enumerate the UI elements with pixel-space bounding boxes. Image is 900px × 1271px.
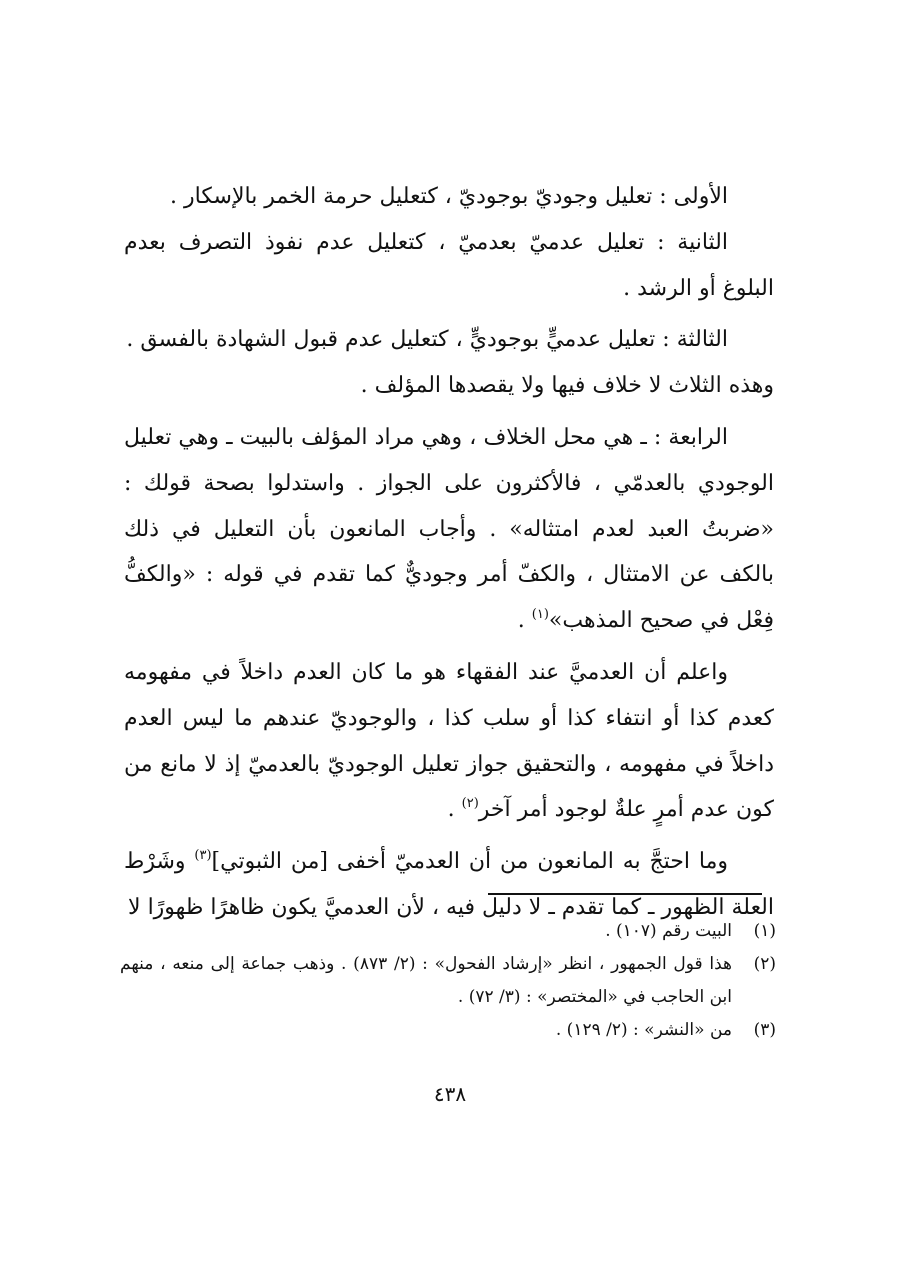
footnote-number: (١)	[753, 921, 776, 941]
footnote-ref-3: (٣)	[194, 848, 212, 864]
footnote-number: (٣)	[753, 1020, 776, 1040]
footnote-2	[120, 948, 776, 1014]
paragraph-objection-start: وما احتجَّ به المانعون من أن العدميّ أخفى [من الثبوتي]	[211, 849, 728, 875]
page-number: ٤٣٨	[433, 1082, 467, 1106]
main-text	[124, 174, 774, 931]
paragraph-definition	[124, 650, 774, 833]
paragraph-definition-end: .	[447, 797, 462, 823]
footnote-text: هذا قول الجمهور ، انظر «إرشاد الفحول» : (٢/ ٨٧٣) . وذهب جماعة إلى منعه ، منهم ابن الحاجب في «المختصر» : (٣/ ٧٢) .	[120, 954, 732, 1007]
footnote-number: (٢)	[753, 954, 776, 974]
paragraph-fourth-case-end: .	[517, 608, 532, 634]
footnote-text: من «النشر» : (٢/ ١٢٩) .	[555, 1020, 732, 1040]
footnote-1	[120, 915, 776, 948]
paragraph-definition-text: واعلم أن العدميَّ عند الفقهاء هو ما كان العدم داخلاً في مفهومه كعدم كذا أو انتفاء كذا أو سلب كذا ، والوجوديّ عندهم ما ليس العدم داخلاً في مفهومه ، والتحقيق جواز تعليل الوجوديّ بالعدميّ إذ لا مانع من كون عدم أمرٍ علةٌ لوجود أمر آخر	[124, 659, 774, 823]
paragraph-fourth-case	[124, 415, 774, 644]
paragraph-fourth-case-text: الرابعة : ـ هي محل الخلاف ، وهي مراد المؤلف بالبيت ـ وهي تعليل الوجودي بالعدمّي ، فالأكثرون على الجواز . واستدلوا بصحة قولك : «ضربتُ العبد لعدم امتثاله» . وأجاب المانعون بأن التعليل في ذلك بالكف عن الامتثال ، والكفّ أمر وجوديٌّ كما تقدم في قوله : «والكفُّ فِعْل في صحيح المذهب»	[124, 424, 774, 634]
paragraph-no-dispute: وهذه الثلاث لا خلاف فيها ولا يقصدها المؤلف .	[360, 373, 774, 399]
paragraph-objection-rest: وشَرْط العلة الظهور ـ كما تقدم ـ لا دليل فيه ، لأن العدميَّ يكون ظاهرًا ظهورًا لا	[124, 849, 774, 920]
paragraph-first-case: الأولى : تعليل وجوديّ بوجوديّ ، كتعليل حرمة الخمر بالإسكار .	[170, 184, 728, 209]
paragraph-second-case: الثانية : تعليل عدميّ بعدميّ ، كتعليل عدم نفوذ التصرف بعدم البلوغ أو الرشد .	[124, 229, 774, 301]
footnote-3	[120, 1014, 776, 1047]
footnote-text: البيت رقم (١٠٧) .	[605, 921, 732, 941]
footnote-ref-2: (٢)	[461, 796, 479, 812]
footnotes	[120, 915, 776, 1047]
footnote-ref-1: (١)	[531, 607, 549, 623]
footnote-divider	[488, 893, 762, 895]
paragraph-third-case: الثالثة : تعليل عدميٍّ بوجوديٍّ ، كتعليل عدم قبول الشهادة بالفسق .	[126, 327, 728, 353]
